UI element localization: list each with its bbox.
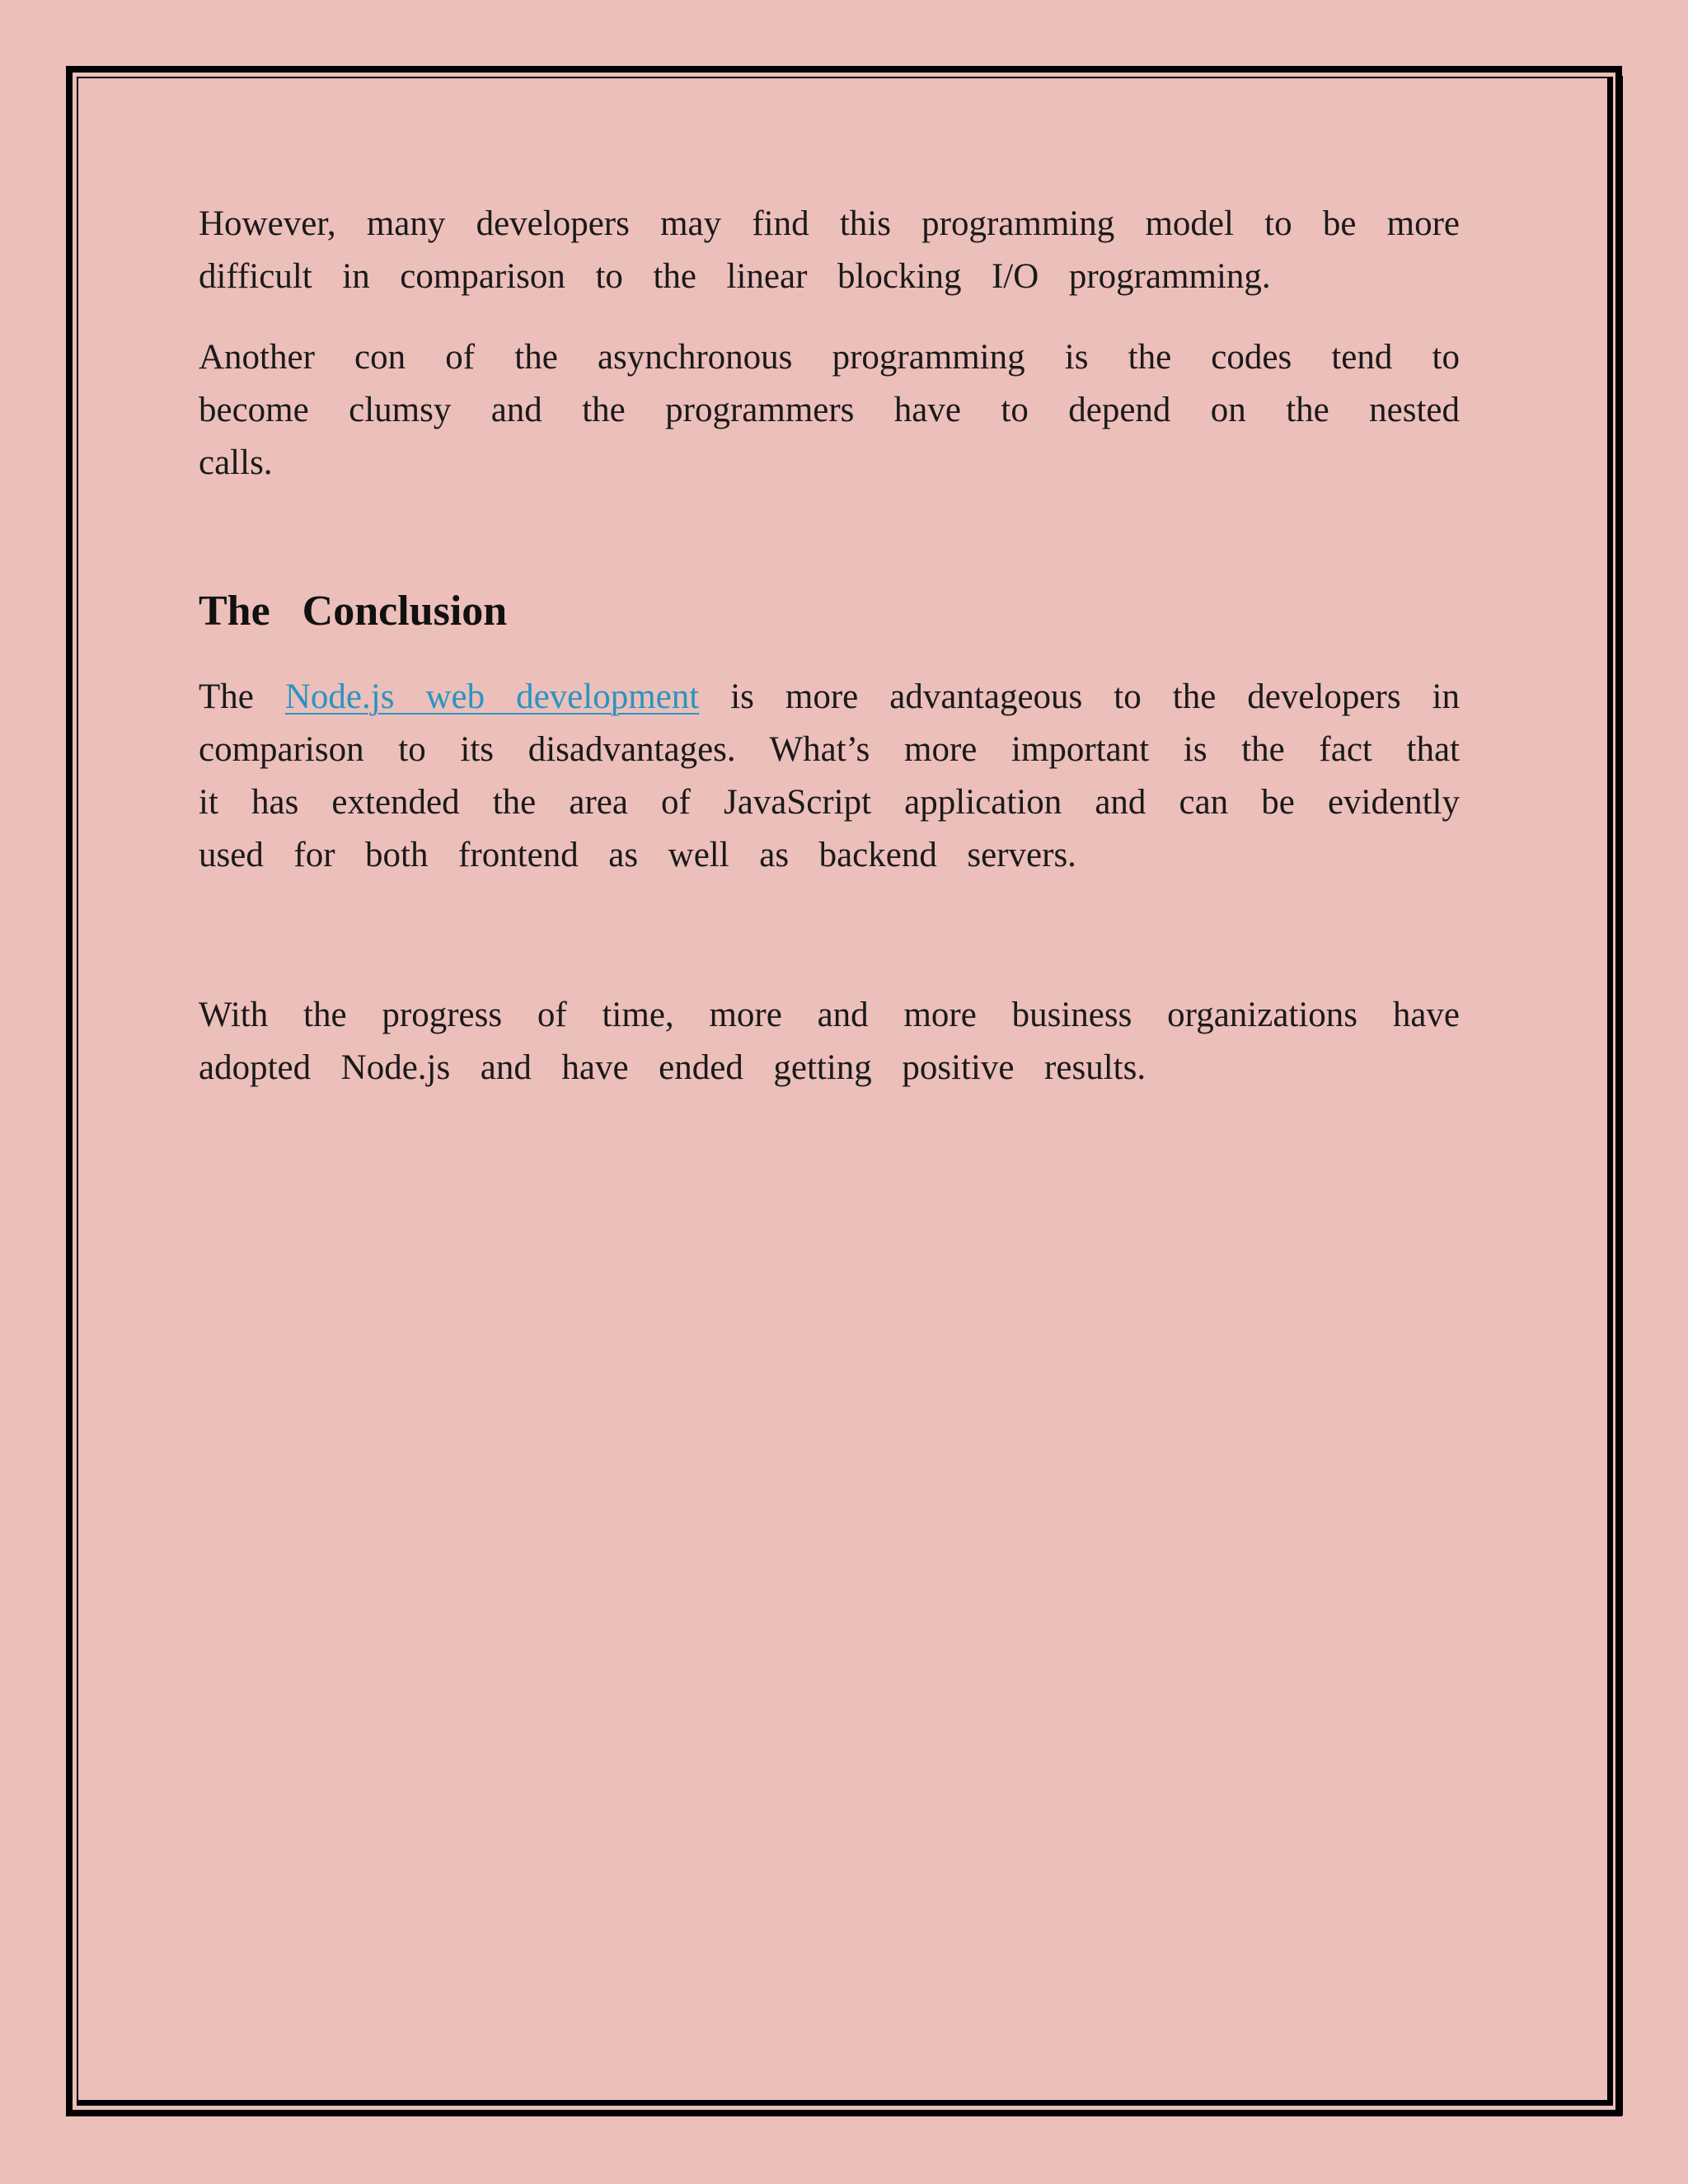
document-body <box>199 198 1460 1094</box>
section-heading-conclusion: The Conclusion <box>199 588 508 635</box>
paragraph-conclusion-rest: is more advantageous to the developers in comparison to its disadvantages. What’s more important is the fact that it has extended the area of JavaScript application and can be evidently used for both frontend as well as backend servers. <box>199 677 1461 874</box>
nodejs-web-development-link[interactable]: Node.js web development <box>284 677 700 716</box>
paragraph-conclusion-start: The <box>199 677 285 716</box>
paragraph-conclusion <box>199 671 1460 882</box>
paragraph-async-difficulty: However, many developers may find this programming model to be more difficult in comparison to the linear blocking I/O programming. <box>199 204 1460 296</box>
paragraph-adoption: With the progress of time, more and more business organizations have adopted Node.js and have ended getting positive results. <box>199 996 1460 1087</box>
paragraph-async-con: Another con of the asynchronous programming is the codes tend to become clumsy and the programmers have to depend on the nested calls. <box>199 338 1460 482</box>
